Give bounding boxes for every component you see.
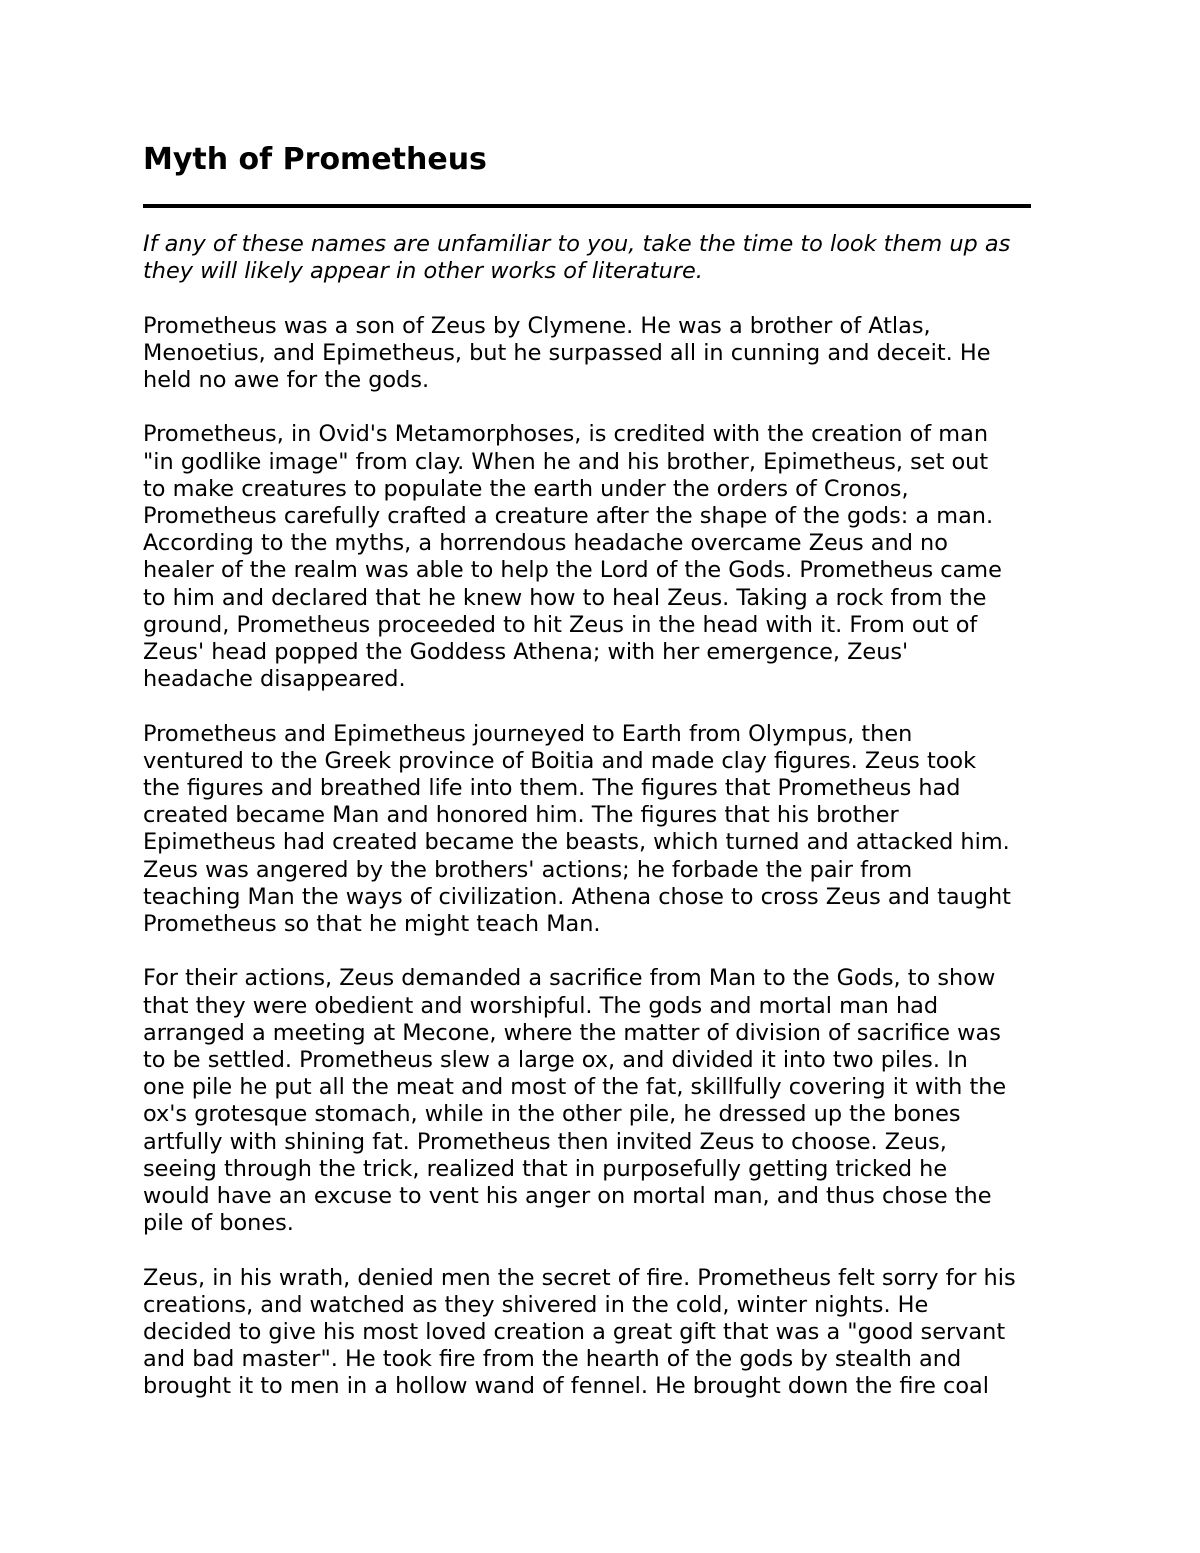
paragraph-1 [143, 313, 1063, 395]
text-line: headache disappeared. [143, 666, 406, 693]
text-line: brought it to men in a hollow wand of fennel. He brought down the fire coal [143, 1373, 989, 1400]
paragraph-2 [143, 421, 1063, 693]
text-line: Epimetheus had created became the beasts, which turned and attacked him. [143, 829, 1010, 856]
text-line: ventured to the Greek province of Boitia and made clay figures. Zeus took [143, 747, 977, 774]
text-line: Prometheus was a son of Zeus by Clymene. He was a brother of Atlas, [143, 312, 931, 339]
text-line: and bad master". He took fire from the hearth of the gods by stealth and [143, 1346, 962, 1373]
text-line: Zeus, in his wrath, denied men the secret of fire. Prometheus felt sorry for his [143, 1264, 1016, 1291]
text-line: For their actions, Zeus demanded a sacrifice from Man to the Gods, to show [143, 965, 996, 992]
paragraph-3 [143, 721, 1063, 939]
intro-line: they will likely appear in other works of literature. [143, 258, 703, 285]
text-line: Prometheus carefully crafted a creature after the shape of the gods: a man. [143, 503, 994, 529]
text-line: ground, Prometheus proceeded to hit Zeus in the head with it. From out of [143, 611, 978, 638]
text-line: Prometheus, in Ovid's Metamorphoses, is credited with the creation of man [143, 421, 989, 448]
text-line: one pile he put all the meat and most of the fat, skillfully covering it with the [143, 1074, 1007, 1101]
text-line: held no awe for the gods. [143, 367, 430, 393]
text-line: "in godlike image" from clay. When he and his brother, Epimetheus, set out [143, 448, 989, 475]
text-line: Prometheus and Epimetheus journeyed to Earth from Olympus, then [143, 720, 913, 747]
text-line: Menoetius, and Epimetheus, but he surpassed all in cunning and deceit. He [143, 339, 991, 366]
text-line: that they were obedient and worshipful. The gods and mortal man had [143, 992, 939, 1019]
intro-note [143, 231, 1063, 285]
text-line: the figures and breathed life into them. The figures that Prometheus had [143, 775, 961, 802]
text-line: Zeus was angered by the brothers' actions; he forbade the pair from [143, 856, 913, 883]
paragraph-4 [143, 965, 1063, 1237]
text-line: Prometheus so that he might teach Man. [143, 911, 601, 938]
text-line: seeing through the trick, realized that in purposefully getting tricked he [143, 1155, 948, 1182]
text-line: According to the myths, a horrendous headache overcame Zeus and no [143, 530, 948, 557]
text-line: to him and declared that he knew how to heal Zeus. Taking a rock from the [143, 584, 987, 611]
text-line: created became Man and honored him. The figures that his brother [143, 802, 899, 829]
text-line: decided to give his most loved creation a great gift that was a "good servant [143, 1319, 1006, 1346]
title-divider [143, 204, 1031, 208]
text-line: teaching Man the ways of civilization. Athena chose to cross Zeus and taught [143, 883, 1011, 910]
text-line: arranged a meeting at Mecone, where the matter of division of sacrifice was [143, 1019, 1001, 1046]
paragraph-5 [143, 1265, 1063, 1401]
text-line: ox's grotesque stomach, while in the other pile, he dressed up the bones [143, 1101, 961, 1128]
text-line: to make creatures to populate the earth under the orders of Cronos, [143, 475, 909, 502]
text-line: Zeus' head popped the Goddess Athena; with her emergence, Zeus' [143, 639, 909, 666]
document-page [143, 140, 1063, 1401]
text-line: to be settled. Prometheus slew a large ox, and divided it into two piles. In [143, 1047, 968, 1074]
intro-line: If any of these names are unfamiliar to you, take the time to look them up as [143, 231, 1011, 257]
document-title: Myth of Prometheus [143, 142, 487, 177]
text-line: creations, and watched as they shivered in the cold, winter nights. He [143, 1291, 929, 1318]
text-line: would have an excuse to vent his anger on mortal man, and thus chose the [143, 1183, 992, 1210]
text-line: pile of bones. [143, 1210, 294, 1237]
text-line: artfully with shining fat. Prometheus then invited Zeus to choose. Zeus, [143, 1128, 947, 1155]
text-line: healer of the realm was able to help the Lord of the Gods. Prometheus came [143, 557, 1002, 584]
